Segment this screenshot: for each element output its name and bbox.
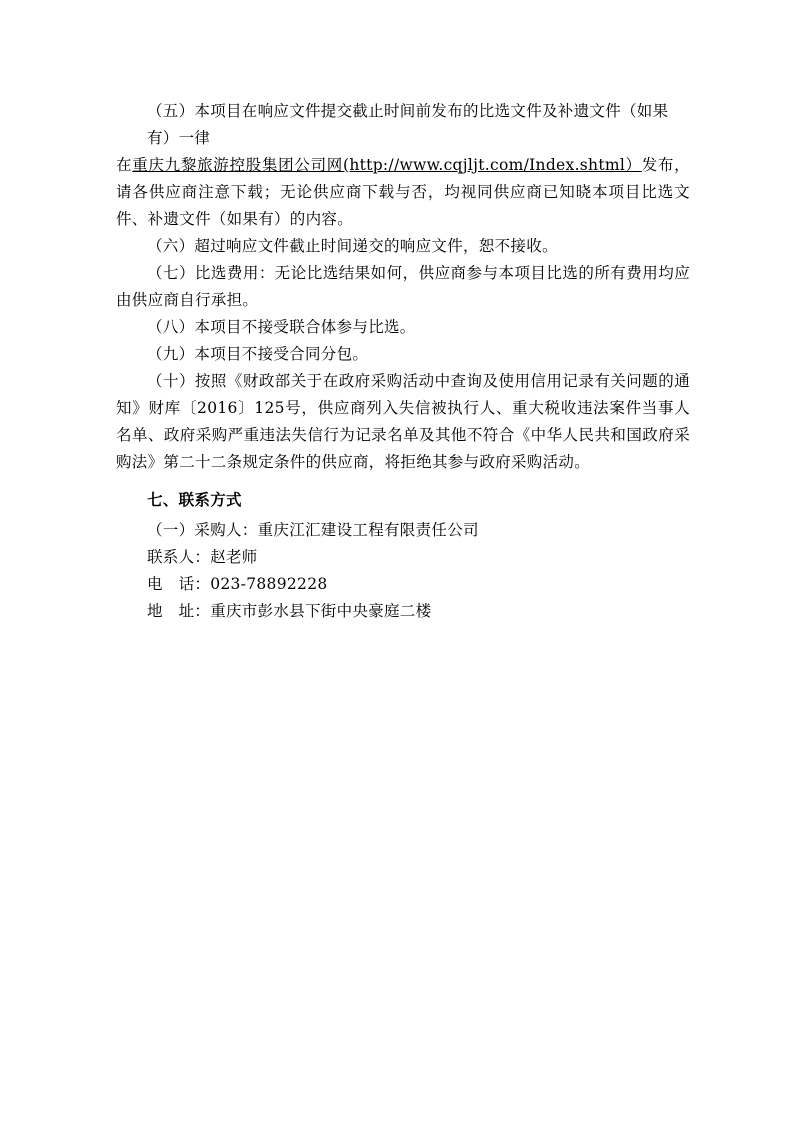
website-link[interactable]: 重庆九黎旅游控股集团公司网(http://www.cqjljt.com/Index.shtml） (132, 156, 642, 174)
document-body (116, 98, 690, 625)
section-5-suffix: 发布，请各供应商注意下载；无论供应商下载与否，均视同供应商已知晓本项目比选文件、补遗文件（如果有）的内容。 (116, 156, 690, 228)
item-7: （七）比选费用：无论比选结果如何，供应商参与本项目比选的所有费用均应由供应商自行承担。 (116, 264, 690, 309)
contact-person: 联系人：赵老师 (147, 548, 258, 566)
contact-phone: 电 话：023-78892228 (147, 575, 328, 593)
item-8: （八）本项目不接受联合体参与比选。 (147, 318, 416, 336)
section-5-line-1: （五）本项目在响应文件提交截止时间前发布的比选文件及补遗文件（如果 (147, 102, 669, 120)
section-5-prefix: 在 (116, 156, 133, 174)
item-9: （九）本项目不接受合同分包。 (147, 345, 369, 363)
contact-heading: 七、联系方式 (147, 490, 242, 509)
contact-address: 地 址：重庆市彭水县下街中央豪庭二楼 (147, 602, 432, 620)
contact-buyer: （一）采购人：重庆江汇建设工程有限责任公司 (147, 521, 479, 539)
item-6: （六）超过响应文件截止时间递交的响应文件，恕不接收。 (147, 237, 558, 255)
section-5-line-2: 有）一律 (147, 129, 211, 147)
section-5-body (116, 152, 690, 233)
item-10: （十）按照《财政部关于在政府采购活动中查询及使用信用记录有关问题的通知》财库〔2016〕125号，供应商列入失信被执行人、重大税收违法案件当事人名单、政府采购严重违法失信行为记录名单及其他不符合《中华人民共和国政府采购法》第二十二条规定条件的供应商，将拒绝其参与政府采购活动。 (116, 372, 690, 471)
